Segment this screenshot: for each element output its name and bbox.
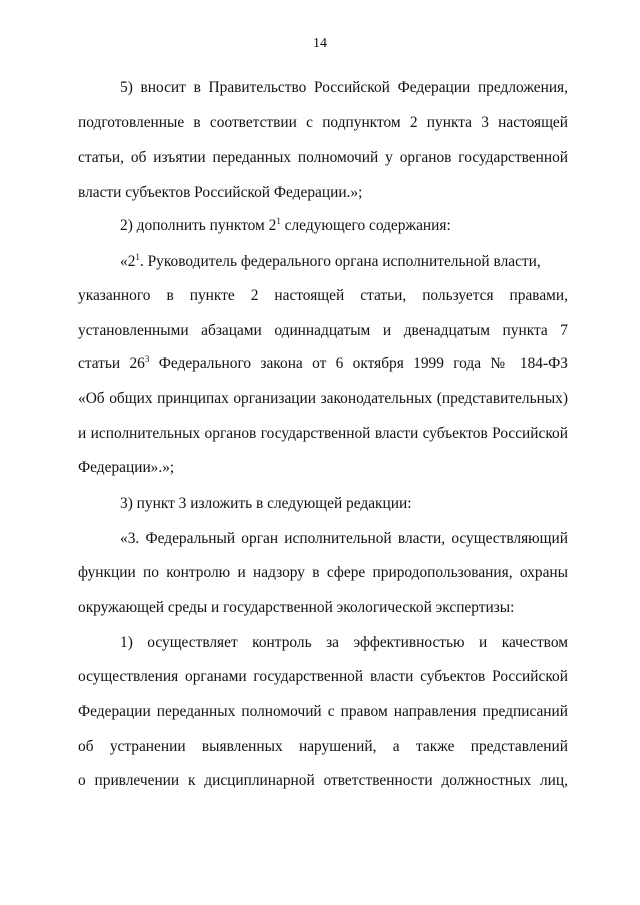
text-line: функции по контролю и надзору в сфере природопользования, охраны xyxy=(78,564,568,581)
text-line: 5) вносит в Правительство Российской Федерации предложения, xyxy=(120,79,568,96)
text-line: Федерации переданных полномочий с правом направления предписаний xyxy=(78,703,568,720)
text-run: следующего содержания: xyxy=(280,217,451,234)
text-line: окружающей среды и государственной экологической экспертизы: xyxy=(78,599,515,616)
text-line: Федерации».»; xyxy=(78,459,175,476)
text-line xyxy=(120,252,568,272)
text-run: . Руководитель федерального органа исполнительной власти, xyxy=(139,253,541,270)
text-line xyxy=(78,354,568,374)
text-line: 3) пункт 3 изложить в следующей редакции: xyxy=(120,495,412,512)
text-line: статьи, об изъятии переданных полномочий у органов государственной xyxy=(78,149,568,166)
text-line: подготовленные в соответствии с подпунктом 2 пункта 3 настоящей xyxy=(78,114,568,131)
text-run: статьи 26 xyxy=(78,355,145,372)
text-line: 1) осуществляет контроль за эффективностью и качеством xyxy=(120,634,568,651)
page-number: 14 xyxy=(313,36,327,51)
text-run: 2) дополнить пунктом 2 xyxy=(120,217,277,234)
text-line: об устранении выявленных нарушений, а также представлений xyxy=(78,738,568,755)
text-line: «3. Федеральный орган исполнительной власти, осуществляющий xyxy=(120,530,568,547)
text-run: Федерального закона от 6 октября 1999 года № 184-ФЗ xyxy=(149,355,568,372)
text-line: о привлечении к дисциплинарной ответственности должностных лиц, xyxy=(78,772,568,789)
text-line xyxy=(120,216,568,236)
text-line: осуществления органами государственной власти субъектов Российской xyxy=(78,668,568,685)
text-line: и исполнительных органов государственной власти субъектов Российской xyxy=(78,425,568,442)
text-run: «2 xyxy=(120,253,136,270)
text-line: «Об общих принципах организации законодательных (представительных) xyxy=(78,390,568,407)
text-line: власти субъектов Российской Федерации.»; xyxy=(78,184,363,201)
superscript: 1 xyxy=(276,216,281,226)
text-line: указанного в пункте 2 настоящей статьи, пользуется правами, xyxy=(78,287,568,304)
superscript: 3 xyxy=(144,354,150,364)
superscript: 1 xyxy=(135,252,140,262)
text-line: установленными абзацами одиннадцатым и двенадцатым пункта 7 xyxy=(78,322,568,339)
